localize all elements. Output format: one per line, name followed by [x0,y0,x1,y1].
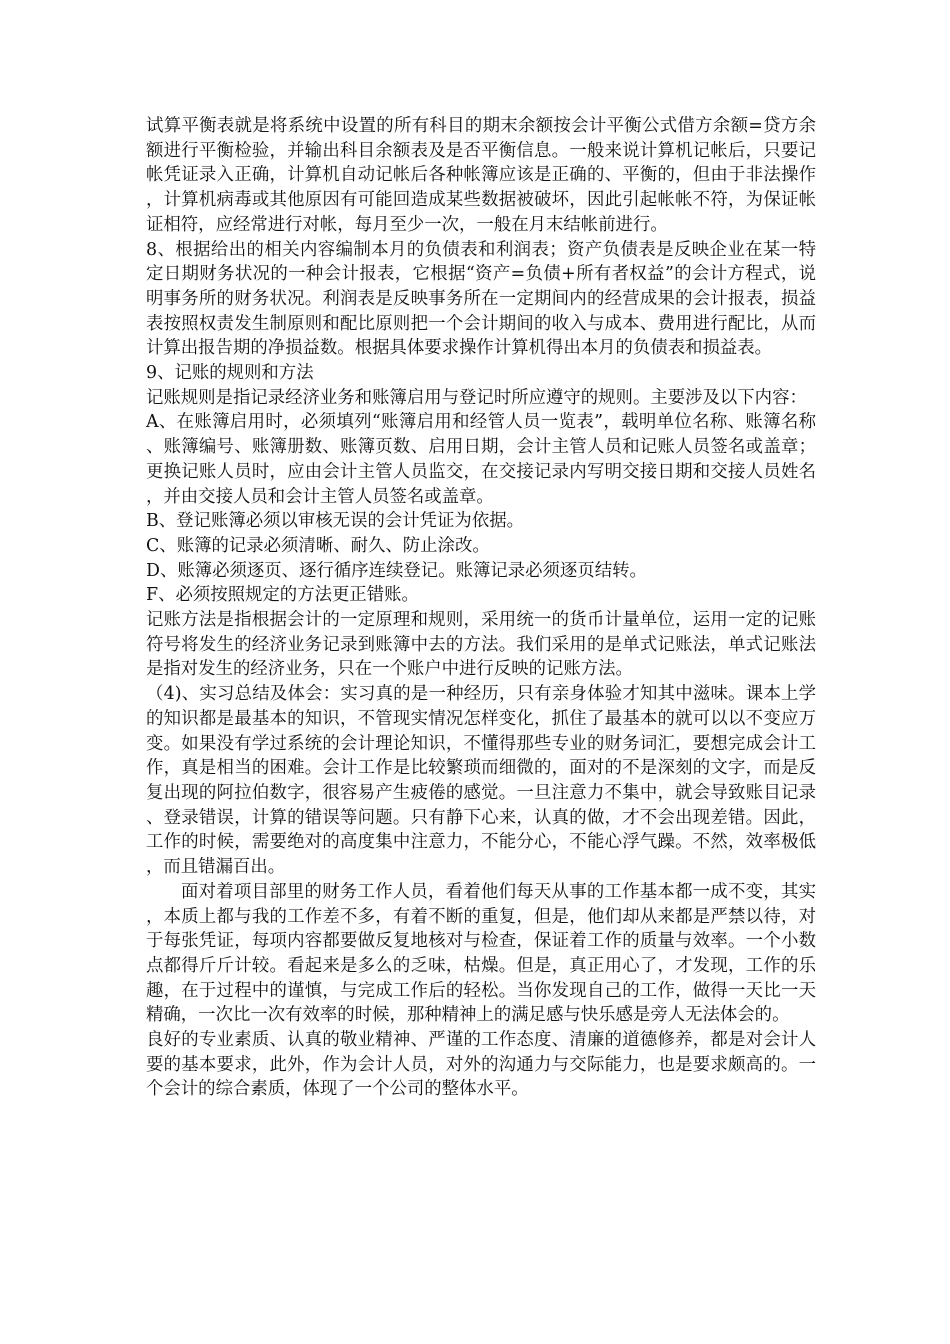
list-item-rule-d: D、账簿必须逐页、逐行循序连续登记。账簿记录必须逐页结转。 [146,560,647,581]
paragraph-item-8-financial-statements: 8、根据给出的相关内容编制本月的负债表和利润表；资产负债表是反映企业在某一特定日期财务状况的一种会计报表，它根据“资产=负债+所有者权益”的会计方程式，说明事务所的财务状况。利润表是反映事务所在一定期间内的经营成果的会计报表，损益表按照权责发生制原则和配比原则把一个会计期间的收入与成本、费用进行配比，从而计算出报告期的净损益数。根据具体要求操作计算机得出本月的负债表和损益表。 [146,239,816,359]
heading-item-9-bookkeeping-rules: 9、记账的规则和方法 [146,363,314,384]
document-body [146,114,816,1102]
list-item-rule-b: B、登记账簿必须以审核无误的会计凭证为依据。 [146,511,524,532]
list-item-rule-c: C、账簿的记录必须清晰、耐久、防止涂改。 [146,535,490,556]
list-item-rule-a: A、在账簿启用时，必须填列“账簿启用和经管人员一览表”，载明单位名称、账簿名称、账簿编号、账簿册数、账簿页数、启用日期，会计主管人员和记账人员签名或盖章；更换记账人员时，应由会计主管人员监交，在交接记录内写明交接日期和交接人员姓名，并由交接人员和会计主管人员签名或盖章。 [146,412,816,507]
paragraph-trial-balance: 试算平衡表就是将系统中设置的所有科目的期末余额按会计平衡公式借方余额=贷方余额进行平衡检验，并输出科目余额表及是否平衡信息。一般来说计算机记帐后，只要记帐凭证录入正确，计算机自动记帐后各种帐簿应该是正确的、平衡的，但由于非法操作，计算机病毒或其他原因有可能回造成某些数据被破坏，因此引起帐帐不符，为保证帐证相符，应经常进行对帐，每月至少一次，一般在月末结帐前进行。 [146,116,816,235]
list-item-rule-f: F、必须按照规定的方法更正错账。 [146,585,419,606]
paragraph-observations: 面对着项目部里的财务工作人员，看着他们每天从事的工作基本都一成不变，其实，本质上都与我的工作差不多，有着不断的重复，但是，他们却从来都是严禁以待，对于每张凭证，每项内容都要做反复地核对与检查，保证着工作的质量与效率。一个小数点都得斤斤计较。看起来是多么的乏味，枯燥。但是，真正用心了，才发现，工作的乐趣，在于过程中的谨慎，与完成工作后的轻松。当你发现自己的工作，做得一天比一天精确，一次比一次有效率的时候，那种精神上的满足感与快乐感是旁人无法体会的。 [146,881,816,1026]
paragraph-bookkeeping-rules-intro: 记账规则是指记录经济业务和账簿启用与登记时所应遵守的规则。主要涉及以下内容： [146,387,807,408]
paragraph-conclusion: 良好的专业素质、认真的敬业精神、严谨的工作态度、清廉的道德修养，都是对会计人要的基本要求，此外，作为会计人员，对外的沟通力与交际能力，也是要求颇高的。一个会计的综合素质，体现了一个公司的整体水平。 [146,1030,816,1100]
paragraph-bookkeeping-methods: 记账方法是指根据会计的一定原理和规则，采用统一的货币计量单位，运用一定的记账符号将发生的经济业务记录到账簿中去的方法。我们采用的是单式记账法，单式记账法是指对发生的经济业务，只在一个账户中进行反映的记账方法。 [146,610,816,680]
paragraph-internship-summary: （4)、实习总结及体会：实习真的是一种经历，只有亲身体验才知其中滋味。课本上学的知识都是最基本的知识，不管现实情况怎样变化，抓住了最基本的就可以以不变应万变。如果没有学过系统的会计理论知识，不懂得那些专业的财务词汇，要想完成会计工作，真是相当的困难。会计工作是比较繁琐而细微的，面对的不是深刻的文字，而是反复出现的阿拉伯数字，很容易产生疲倦的感觉。一旦注意力不集中，就会导致账目记录、登录错误，计算的错误等问题。只有静下心来，认真的做，才不会出现差错。因此，工作的时候，需要绝对的高度集中注意力，不能分心，不能心浮气躁。不然，效率极低，而且错漏百出。 [146,684,816,878]
